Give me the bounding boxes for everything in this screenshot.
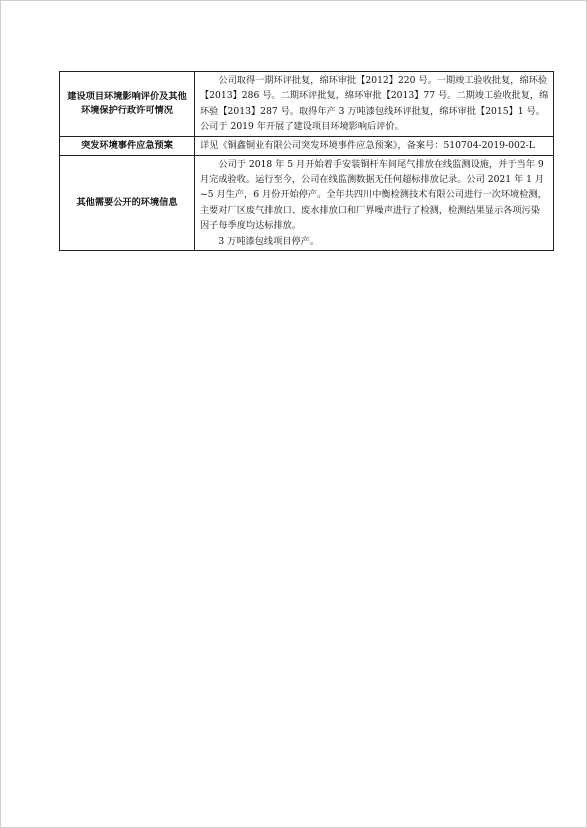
row-content bbox=[195, 136, 554, 155]
row-label: 突发环境事件应急预案 bbox=[60, 136, 195, 155]
table-row bbox=[60, 155, 554, 250]
paragraph: 公司取得一期环评批复，绵环审批【2012】220 号。一期竣工验收批复，绵环验【2013】286 号。二期环评批复，绵环审批【2013】77 号。二期竣工验收批复，绵环验【2013】287 号。取得年产 3 万吨漆包线环评批复，绵环审批【2015】1 号。公司于 2019 年开展了建设项目环境影响后评价。 bbox=[200, 75, 549, 133]
row-label: 建设项目环境影响评价及其他环境保护行政许可情况 bbox=[60, 72, 195, 137]
row-content bbox=[195, 155, 554, 250]
paragraph: 公司于 2018 年 5 月开始着手安装铜杆车间尾气排放在线监测设施，并于当年 9 月完成验收。运行至今，公司在线监测数据无任何超标排放记录。公司 2021 年 1 月~5 月生产，6 月份开始停产。全年共四川中衡检测技术有限公司进行一次环境检测，主要对厂区废气排放口、废水排放口和厂界噪声进行了检测，检测结果显示各项污染因子每季度均达标排放。 bbox=[200, 158, 547, 232]
environment-info-table bbox=[59, 71, 554, 251]
table-row bbox=[60, 72, 554, 137]
row-label: 其他需要公开的环境信息 bbox=[60, 155, 195, 250]
paragraph: 详见《铜鑫铜业有限公司突发环境事件应急预案》，备案号：510704-2019-002-L bbox=[200, 139, 535, 151]
paragraph: 3 万吨漆包线项目停产。 bbox=[218, 235, 320, 247]
table-row bbox=[60, 136, 554, 155]
row-content bbox=[195, 72, 554, 137]
